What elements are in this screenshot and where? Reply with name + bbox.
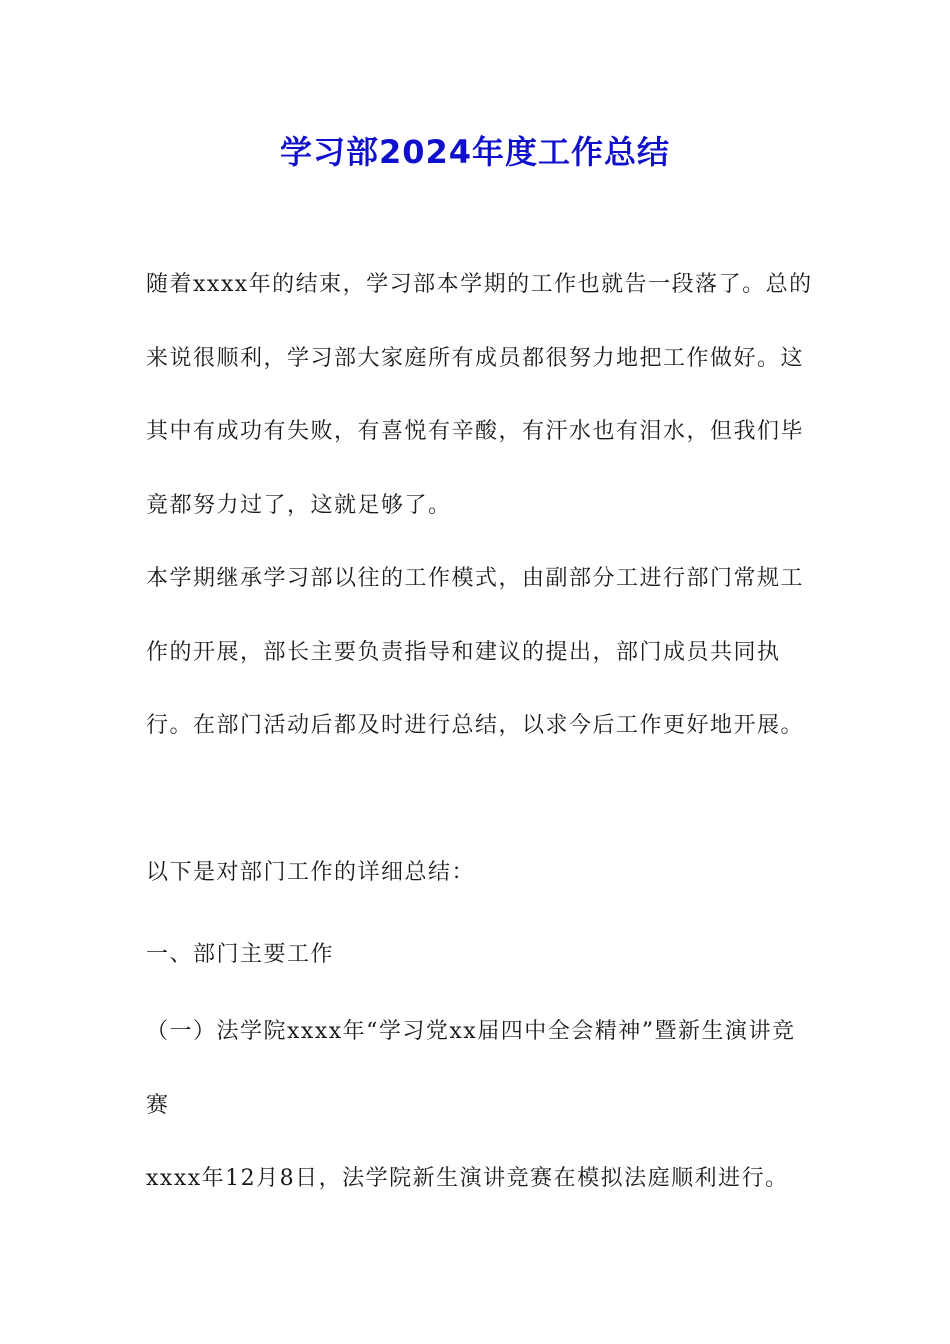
paragraph-text: 本学期继承学习部以往的工作模式，由副部分工进行部门常规工作的开展，部长主要负责指导和建议的提出，部门成员共同执行。在部门活动后都及时进行总结，以求今后工作更好地开展。 bbox=[146, 566, 805, 738]
heading-text: （一）法学院xxxx年“学习党xx届四中全会精神”暨新生演讲竞赛 bbox=[146, 1019, 796, 1118]
section-heading-main-work bbox=[146, 918, 818, 992]
heading-text: 一、部门主要工作 bbox=[146, 942, 335, 967]
paragraph-contest-date bbox=[146, 1142, 818, 1216]
paragraph-summary-lead bbox=[146, 836, 818, 910]
paragraph-text: xxxx年12月8日，法学院新生演讲竞赛在模拟法庭顺利进行。 bbox=[146, 1166, 789, 1191]
document-title: 学习部2024年度工作总结 bbox=[279, 133, 671, 171]
paragraph-intro bbox=[146, 248, 818, 542]
subsection-heading-speech-contest bbox=[146, 995, 818, 1142]
paragraph-text: 随着xxxx年的结束，学习部本学期的工作也就告一段落了。总的来说很顺利，学习部大家庭所有成员都很努力地把工作做好。这其中有成功有失败，有喜悦有辛酸，有汗水也有泪水，但我们毕竟都努力过了，这就足够了。 bbox=[146, 272, 813, 518]
paragraph-work-mode bbox=[146, 542, 818, 763]
paragraph-text: 以下是对部门工作的详细总结： bbox=[146, 860, 476, 885]
